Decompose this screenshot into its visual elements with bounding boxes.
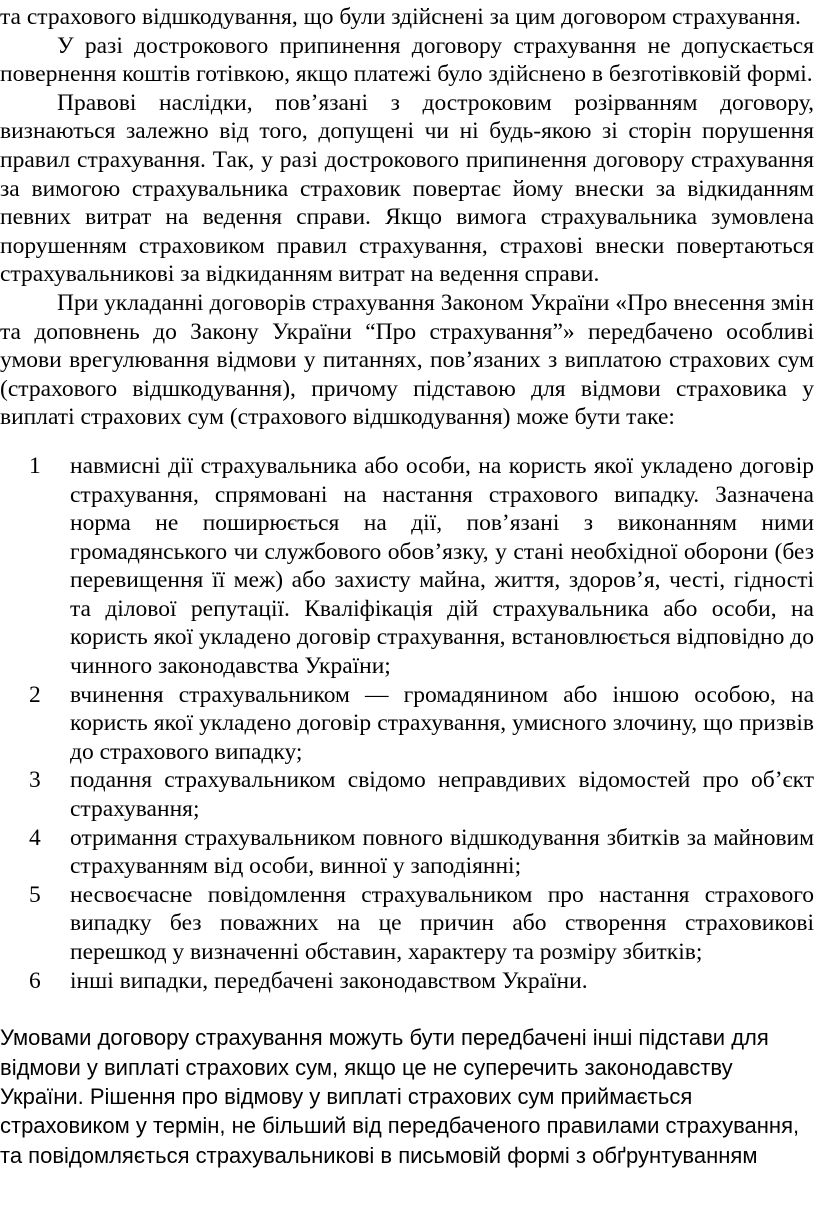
paragraph-closing: Умовами договору страхування можуть бути передбачені інші підстави для відмови у виплаті страхових сум, якщо це не суперечить законодавству України. Рішення про відмову у виплаті страхових сум приймається страховиком у термін, не більший від передбаченого правилами страхування, та повідомляється страхувальникові в письмовій формі з обґрунтуванням bbox=[0, 1025, 800, 1168]
refusal-grounds-list bbox=[0, 452, 814, 995]
paragraph-continuation: та страхового відшкодування, що були здійснені за цим договором страхування. bbox=[0, 4, 801, 30]
list-item bbox=[0, 766, 814, 823]
list-item bbox=[0, 452, 814, 681]
list-item-number: 2 bbox=[29, 681, 41, 708]
list-item-text: несвоєчасне повідомлення страхувальником про настання страхового випадку без поважних на це причин або створення страховикові перешкод у визначенні обставин, характеру та розміру збитків; bbox=[70, 881, 814, 965]
list-item-number: 4 bbox=[29, 824, 41, 851]
list-item bbox=[0, 881, 814, 967]
list-item-number: 6 bbox=[29, 967, 41, 994]
list-item bbox=[0, 681, 814, 767]
list-item-number: 3 bbox=[29, 767, 41, 794]
list-item-text: інші випадки, передбачені законодавством України. bbox=[70, 967, 588, 994]
list-item-number: 1 bbox=[29, 452, 41, 479]
list-item bbox=[0, 824, 814, 881]
paragraph-legal-consequences: Правові наслідки, пов’язані з достроковим розірванням договору, визнаються залежно від того, допущені чи ні будь-якою зі сторін порушення правил страхування. Так, у разі дострокового припинення договору страхування за вимогою страхувальника страховик повертає йому внески за відкиданням певних витрат на ведення справи. Якщо вимога страхувальника зумовлена порушенням страховиком правил страхування, страхові внески повертаються страхувальникові за відкиданням витрат на ведення справи. bbox=[0, 89, 814, 288]
list-item-text: подання страхувальником свідомо неправдивих відомостей про об’єкт страхування; bbox=[70, 767, 814, 823]
list-item bbox=[0, 967, 814, 996]
list-item-text: навмисні дії страхувальника або особи, на користь якої укладено договір страхування, спрямовані на настання страхового випадку. Зазначена норма не поширюється на дії, пов’язані з виконанням ними громадянського чи службового обов’язку, у стані необхідної оборони (без перевищення її меж) або захисту майна, життя, здоров’я, честі, гідності та ділової репутації. Кваліфікація дій страхувальника або особи, на користь якої укладено договір страхування, встановлюється відповідно до чинного законодавства України; bbox=[70, 452, 814, 680]
list-item-number: 5 bbox=[29, 881, 41, 908]
list-item-text: отримання страхувальником повного відшкодування збитків за майновим страхуванням від особи, винної у заподіянні; bbox=[70, 824, 814, 880]
paragraph-cash-return: У разі дострокового припинення договору страхування не допускається повернення коштів готівкою, якщо платежі було здійснено в безготівковій формі. bbox=[0, 32, 814, 88]
list-item-text: вчинення страхувальником — громадянином або іншою особою, на користь якої укладено договір страхування, умисного злочину, що призвів до страхового випадку; bbox=[70, 681, 814, 765]
paragraph-law-refusal-grounds: При укладанні договорів страхування Законом України «Про внесення змін та доповнень до Закону України “Про страхування”» передбачено особливі умови врегулювання відмови у питаннях, пов’язаних з виплатою страхових сум (страхового відшкодування), причому підставою для відмови страховика у виплаті страхових сум (страхового відшкодування) може бути таке: bbox=[0, 289, 814, 431]
